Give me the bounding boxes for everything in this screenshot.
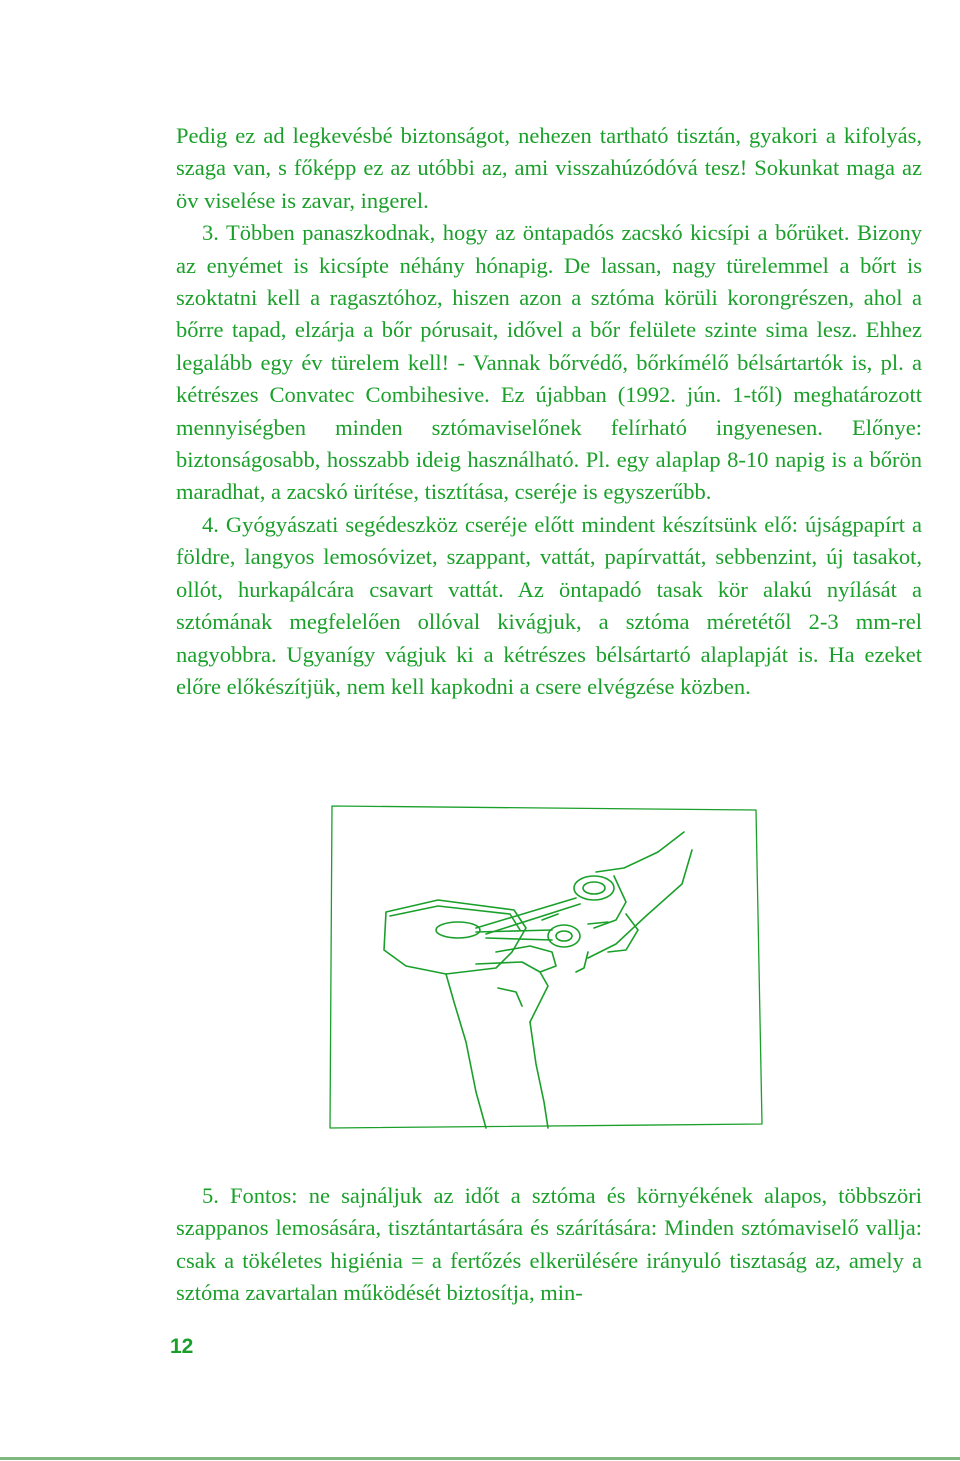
paragraph-1: Pedig ez ad legkevésbé biztonságot, nehezen tartható tisztán, gyakori a kifolyás, szaga van, s főképp ez az utóbbi az, ami visszahúzódóvá tesz! Sokunkat maga az öv viselése is zavar, ingerel.	[176, 123, 922, 213]
paragraph-3: 3. Többen panaszkodnak, hogy az öntapadós zacskó kicsípi a bőrüket. Bizony az enyémet is kicsípte néhány hónapig. De lassan, nagy türelemmel a bőrt is szoktatni kell a ragasztóhoz, hiszen azon a sztóma körüli korongrészen, ahol a bőrre tapad, elzárja a bőr pórusait, idővel a bőr felülete szinte sima lesz. Ehhez legalább egy év türelem kell! - Vannak bőrvédő, bőrkímélő bélsártartók is, pl. a kétrészes Convatec Combihesive. Ez újabban (1992. jún. 1-től) meghatározott mennyiségben minden sztómaviselőnek felírható ingyenesen. Előnye: biztonságosabb, hosszabb ideig használható. Pl. egy alaplap 8-10 napig is a bőrön maradhat, a zacskó ürítése, tisztítása, cseréje is egyszerűbb.	[176, 220, 922, 505]
bottom-text-block	[176, 1180, 922, 1310]
bag-opening	[436, 922, 480, 938]
scissors-icon	[476, 876, 614, 947]
illustration-frame	[330, 806, 762, 1128]
left-hand	[446, 946, 556, 1128]
paragraph-5: 5. Fontos: ne sajnáljuk az időt a sztóma és környékének alapos, többszöri szappanos lemosására, tisztántartására és szárítására: Minden sztómaviselő vallja: csak a tökéletes higiénia = a fertőzés elkerülésére irányuló tisztaság az, amely a sztóma zavartalan működését biztosítja, min-	[176, 1183, 922, 1306]
scan-edge-line	[0, 1457, 960, 1460]
scissors-cutting-bag-illustration	[326, 802, 766, 1132]
top-text-block	[176, 120, 922, 703]
right-hand	[576, 832, 692, 972]
paragraph-4: 4. Gyógyászati segédeszköz cseréje előtt mindent készítsünk elő: újságpapírt a földre, langyos lemosóvizet, szappant, vattát, papírvattát, sebbenzint, új tasakot, ollót, hurkapálcára csavart vattát. Az öntapadó tasak kör alakú nyílását a sztómának megfelelően ollóval kivágjuk, a sztóma méretétől 2-3 mm-rel nagyobbra. Ugyanígy vágjuk ki a kétrészes bélsártartó alaplapját is. Ha ezeket előre előkészítjük, nem kell kapkodni a csere elvégzése közben.	[176, 511, 922, 699]
page-number: 12	[170, 1335, 194, 1358]
